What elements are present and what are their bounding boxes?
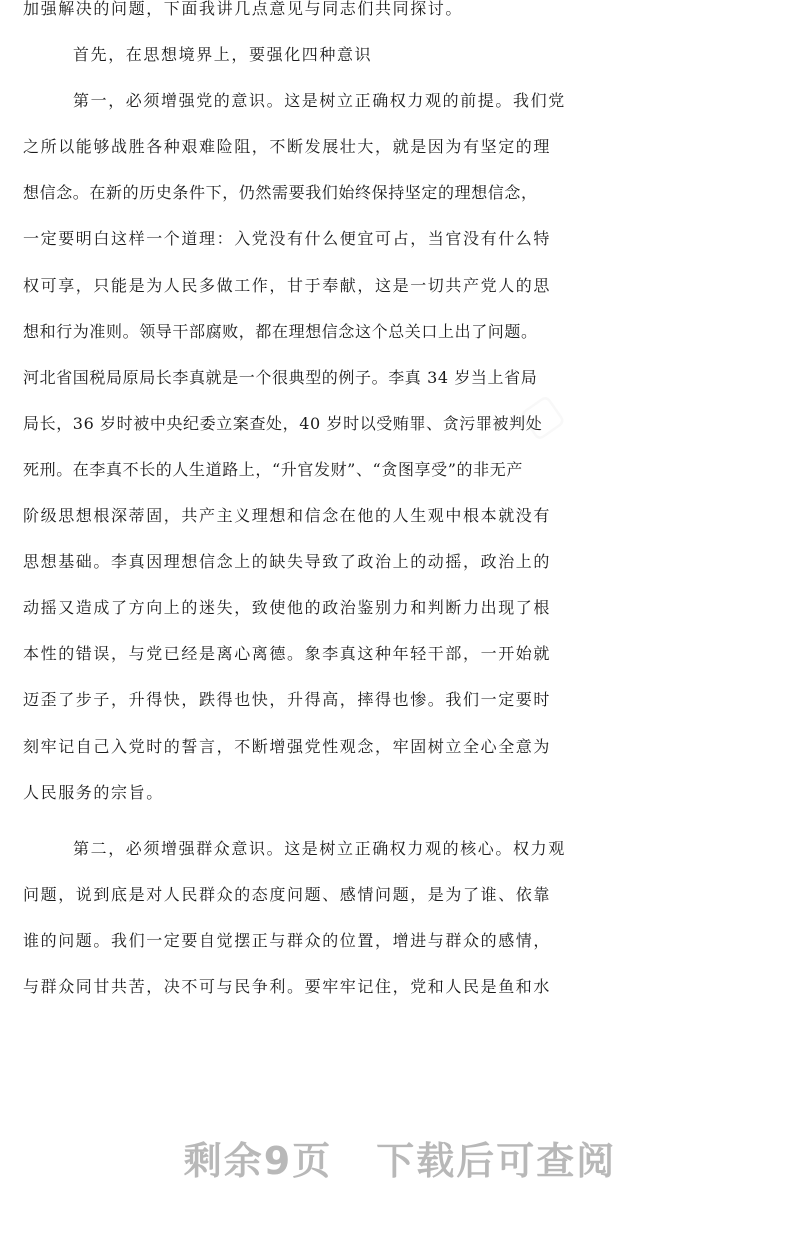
text-line: 权可享，只能是为人民多做工作，甘于奉献，这是一切共产党人的思 bbox=[23, 275, 552, 295]
text-line: 局长，36 岁时被中央纪委立案查处，40 岁时以受贿罪、贪污罪被判处 bbox=[23, 413, 543, 433]
text-line: 想和行为准则。领导干部腐败，都在理想信念这个总关口上出了问题。 bbox=[23, 321, 538, 341]
section-heading: 首先，在思想境界上，要强化四种意识 bbox=[73, 45, 373, 65]
remaining-pages-banner[interactable] bbox=[0, 1130, 800, 1185]
text-line: 谁的问题。我们一定要自觉摆正与群众的位置，增进与群众的感情， bbox=[23, 930, 552, 950]
text-line: 人民服务的宗旨。 bbox=[23, 782, 164, 802]
text-line: 与群众同甘共苦，决不可与民争利。要牢牢记住，党和人民是鱼和水 bbox=[23, 976, 552, 996]
text-line: 之所以能够战胜各种艰难险阻，不断发展壮大，就是因为有坚定的理 bbox=[23, 137, 552, 157]
text-line: 迈歪了步子，升得快，跌得也快，升得高，摔得也惨。我们一定要时 bbox=[23, 690, 552, 710]
text-line: 加强解决的问题，下面我讲几点意见与同志们共同探讨。 bbox=[23, 0, 464, 18]
remaining-pages-label: 剩余9页 bbox=[183, 1139, 333, 1183]
text-line: 一定要明白这样一个道理：入党没有什么便宜可占，当官没有什么特 bbox=[23, 229, 552, 249]
text-line: 阶级思想根深蒂固，共产主义理想和信念在他的人生观中根本就没有 bbox=[23, 506, 552, 526]
text-line: 河北省国税局原局长李真就是一个很典型的例子。李真 34 岁当上省局 bbox=[23, 367, 538, 387]
download-hint-label: 下载后可查阅 bbox=[376, 1139, 617, 1183]
text-line: 死刑。在李真不长的人生道路上，“升官发财”、“贪图享受”的非无产 bbox=[23, 459, 523, 479]
text-line: 想信念。在新的历史条件下，仍然需要我们始终保持坚定的理想信念， bbox=[23, 183, 538, 203]
document-body bbox=[23, 0, 783, 1010]
paragraph-start: 第二，必须增强群众意识。这是树立正确权力观的核心。权力观 bbox=[73, 838, 566, 858]
text-line: 思想基础。李真因理想信念上的缺失导致了政治上的动摇，政治上的 bbox=[23, 552, 552, 572]
paragraph-start: 第一，必须增强党的意识。这是树立正确权力观的前提。我们党 bbox=[73, 91, 566, 111]
text-line: 本性的错误，与党已经是离心离德。象李真这种年轻干部，一开始就 bbox=[23, 644, 552, 664]
text-line: 问题，说到底是对人民群众的态度问题、感情问题，是为了谁、依靠 bbox=[23, 884, 552, 904]
text-line: 动摇又造成了方向上的迷失，致使他的政治鉴别力和判断力出现了根 bbox=[23, 598, 552, 618]
watermark: ▢ bbox=[509, 382, 573, 449]
text-line: 刻牢记自己入党时的誓言，不断增强党性观念，牢固树立全心全意为 bbox=[23, 736, 552, 756]
